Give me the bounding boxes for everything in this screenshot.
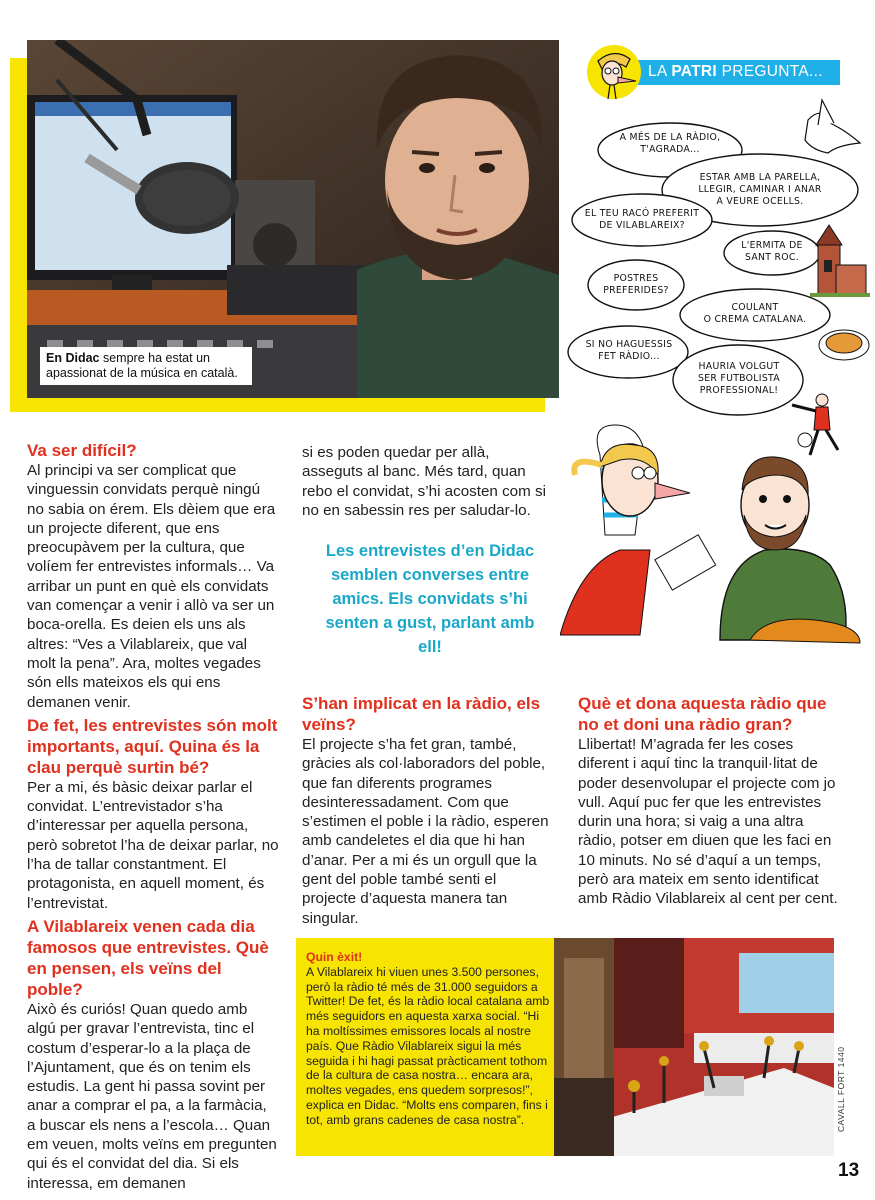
patri-avatar-icon — [584, 43, 644, 101]
patri-character — [560, 425, 716, 635]
patri-title-suffix: PREGUNTA... — [717, 63, 823, 80]
info-box-text — [306, 950, 550, 1128]
patri-title — [648, 63, 823, 81]
answer-1: Al principi va ser complicat que vinguessin convidats perquè ningú no sabia on érem. Els dèiem que era un projecte diferent, que ens preocupàvem per la cultura, que volíem fer entrevistes informals… Va arribar un punt en què els convidats van començar a venir i allò va ser un boca-orella. Es deien els uns als altres: “Ves a Vilablareix, que val molt la pena”. Ara, moltes vegades són ells mateixos els qui ens demanen venir. — [27, 462, 276, 711]
answer-2: Per a mi, és bàsic deixar parlar el convidat. L’entrevistador s’ha d’interessar per aquella persona, però sobretot l’ha de deixar parlar, no l’ha de tallar constantment. El protagonista, en aquell moment, és l’entrevistat. — [27, 778, 279, 912]
question-3: A Vilablareix venen cada dia famosos que entrevistes. Què en pensen, els veïns del poble? — [27, 916, 269, 999]
footballer-icon — [792, 394, 838, 455]
column-3 — [578, 693, 840, 909]
question-5: Què et dona aquesta ràdio que no et doni una ràdio gran? — [578, 694, 827, 734]
question-2: De fet, les entrevistes són molt importants, aquí. Quina és la clau perquè surtin bé? — [27, 715, 278, 777]
bubble-4: L'ERMITA DE SANT ROC. — [741, 240, 803, 263]
bubble-1: A MÉS DE LA RÀDIO, T'AGRADA... — [619, 132, 721, 155]
column-1 — [27, 440, 279, 1193]
pull-quote: Les entrevistes d’en Didac semblen converses entre amics. Els convidats s’hi senten a gust, parlant amb ell! — [325, 542, 535, 656]
caption-text: sempre ha estat un apassionat de la música en català. — [46, 351, 238, 380]
answer-3: Això és curiós! Quan quedo amb algú per gravar l’entrevista, tinc el costum d’esperar-lo a la plaça de l’Ajuntament, que és on tenim els estudis. La gent hi passa sovint per anar a comprar el pa, a la farmàcia, a buscar els nens a l’escola… Quan em veuen, molts veïns em pregunten qui és el convidat del dia. Si els interessa, em demanen — [27, 1000, 277, 1192]
info-box-body: A Vilablareix hi viuen unes 3.500 persones, però la ràdio té més de 31.000 seguidors a Twitter! De fet, és la ràdio local catalana amb més seguidors en aquesta xarxa social. “Hi ha moltíssimes emissores locals al nostre país. Que Ràdio Vilablareix sigui la més seguida i hi hagi passat pràcticament tothom de la cultura de casa nostra… encara ara, moltes vegades, ens quedem sorpresos!”, explica en Didac. “Molts ens comparen, fins i tot, amb grans cadenes de casa nostra”. — [306, 964, 550, 1127]
bubble-7: SI NO HAGUESSIS FET RÀDIO... — [585, 339, 673, 362]
bubble-8: HAURIA VOLGUT SER FUTBOLISTA PROFESSIONAL! — [698, 361, 780, 396]
magazine-credit: CAVALL FORT 1440 — [836, 1046, 846, 1132]
answer-4: El projecte s’ha fet gran, també, gràcies als col·laboradors del poble, que fan diferents programes desinteressadament. Com que s’estimen el poble i la ràdio, esperen amb candeletes el dia que hi han d’anar. Per a mi és un orgull que la gent del poble també senti el projecte d’aquesta manera tan singular. — [302, 736, 549, 927]
bubble-6: COULANT O CREMA CATALANA. — [703, 302, 807, 325]
bubble-3: EL TEU RACÓ PREFERIT DE VILABLAREIX? — [584, 208, 700, 231]
crema-catalana-icon — [819, 330, 869, 360]
radio-studio-photo — [27, 40, 559, 398]
column-2-bottom — [302, 693, 552, 928]
page-number: 13 — [838, 1160, 860, 1181]
question-1: Va ser difícil? — [27, 441, 137, 460]
hermitage-icon — [810, 225, 870, 295]
column-2-top — [302, 443, 552, 520]
patri-title-bold: PATRI — [671, 63, 718, 80]
dove-icon — [805, 100, 860, 153]
answer-5: Llibertat! M’agrada fer les coses diferent i aquí tinc la tranquil·litat de poder desenvolupar el projecte com jo vull. Aquí puc fer que les entrevistes durin una hora; si vaig a una altra ràdio, potser em diuen que les faci en 10 minuts. No sé d’aquí a un temps, però ara mateix em sento identificat amb Ràdio Vilablareix al cent per cent. — [578, 736, 838, 908]
bubble-5: POSTRES PREFERIDES? — [603, 273, 669, 296]
photo-caption — [40, 347, 252, 385]
bubble-2: ESTAR AMB LA PARELLA, LLEGIR, CAMINAR I ANAR A VEURE OCELLS. — [698, 172, 822, 207]
info-box-title: Quin èxit! — [306, 950, 363, 964]
caption-name: En Didac — [46, 351, 100, 365]
didac-character — [720, 457, 860, 643]
studio-room-photo — [554, 938, 834, 1156]
question-4: S’han implicat en la ràdio, els veïns? — [302, 694, 541, 734]
answer-3-continued: si es poden quedar per allà, asseguts al banc. Més tard, quan rebo el convidat, s’hi acosten com si no en sabessin res per saludar-lo. — [302, 444, 546, 519]
patri-title-prefix: LA — [648, 63, 672, 80]
comic-strip — [560, 95, 870, 655]
